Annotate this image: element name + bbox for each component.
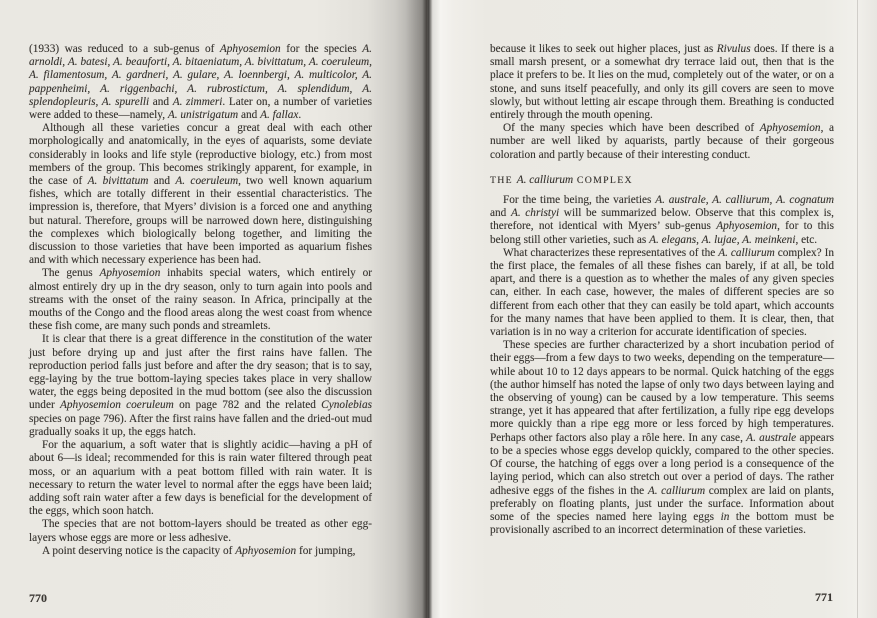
page-right xyxy=(427,0,877,618)
page-left xyxy=(0,0,427,618)
page-left-text-column xyxy=(29,43,372,558)
page-right-text-column xyxy=(490,43,834,537)
body-paragraph: These species are further characterized by a short incubation period of their eggs—from a few days to two weeks, depending on the temperature—while about 10 to 12 days appears to be normal. Quick hatching of the eggs (the author himself has noted the lapse of only two days between laying and the observing of young) can be caused by a low temperature. This seems strange, yet it has appeared that after fertilization, a fully ripe egg develops more quickly than a ripe egg more or less forced by high temperatures. Perhaps other factors also play a rôle here. In any case, A. australe appears to be a species whose eggs develop quickly, compared to the other species. Of course, the hatching of eggs over a long period is a consequence of the laying period, which can also stretch out over a period of days. The rather adhesive eggs of the fishes in the A. calliurum complex are laid on plants, preferably on floating plants, just under the surface. Information about some of the species named here laying eggs in the bottom must be provisionally ascribed to an incorrect determination of these varieties. xyxy=(490,339,835,537)
body-paragraph: The species that are not bottom-layers should be treated as other egg-layers whose eggs are more or less adhesive. xyxy=(29,518,372,544)
body-paragraph: (1933) was reduced to a sub-genus of Aphyosemion for the species A. arnoldi, A. batesi, A. beauforti, A. bitaeniatum, A. bivittatum, A. coeruleum, A. filamentosum, A. gardneri, A. gulare, A. loennbergi, A. multicolor, A. pappenheimi, A. riggenbachi, A. rubrostictum, A. splendidum, A. splendopleuris, A. spurelli and A. zimmeri. Later on, a number of varieties were added to these—namely, A. unistrigatum and A. fallax. xyxy=(29,43,372,122)
body-paragraph: The genus Aphyosemion inhabits special waters, which entirely or almost entirely dry up in the dry season, only to turn again into pools and streams with the onset of the rainy season. In Africa, principally at the mouths of the Congo and the flood areas along the west coast from whence these fish come, are many such ponds and streamlets. xyxy=(29,267,372,333)
page-number-left: 770 xyxy=(29,591,47,605)
section-heading: THE A. calliurum COMPLEX xyxy=(490,173,633,186)
body-paragraph: Of the many species which have been described of Aphyosemion, a number are well liked by aquarists, partly because of their gorgeous coloration and partly because of their interesting conduct. xyxy=(490,122,835,161)
page-number-right: 771 xyxy=(815,590,833,604)
body-paragraph: because it likes to seek out higher places, just as Rivulus does. If there is a small marsh present, or a somewhat dry terrace laid out, then that is the place it prefers to be. It lies on the mud, completely out of the water, or on a stone, and suns itself peacefully, and only its gill covers are seen to move slowly, but without letting air escape through them. Breathing is conducted entirely through the mouth opening. xyxy=(490,43,834,122)
body-paragraph: Although all these varieties concur a great deal with each other morphologically and anatomically, in the eyes of aquarists, some deviate considerably in looks and life style (reproductive biology, etc.) from most members of the group. This becomes strikingly apparent, for example, in the case of A. bivittatum and A. coeruleum, two well known aquarium fishes, which are totally different in their essential characteristics. The impression is, therefore, that Myers’ division is a forced one and anything but natural. Therefore, groups will be narrowed down here, distinguishing the complexes which biologically belong together, and limiting the discussion to those varieties that have been imported as aquarium fishes and with which necessary experience has been had. xyxy=(29,122,372,267)
body-paragraph: It is clear that there is a great difference in the constitution of the water just before drying up and just after the first rains have fallen. The reproduction period falls just before and after the dry season; that is to say, egg-laying by the true bottom-laying species takes place in very shallow water, the eggs being deposited in the mud bottom (see also the discussion under Aphyosemion coeruleum on page 782 and the related Cynolebias species on page 796). After the first rains have fallen and the dried-out mud gradually soaks it up, the eggs hatch. xyxy=(29,333,372,438)
body-paragraph: For the time being, the varieties A. australe, A. calliurum, A. cognatum and A. christyi will be summarized below. Observe that this complex is, therefore, not identical with Myers’ sub-genus Aphyosemion, for to this belong still other varieties, such as A. elegans, A. lujae, A. meinkeni, etc. xyxy=(490,194,835,246)
body-paragraph: For the aquarium, a soft water that is slightly acidic—having a pH of about 6—is ideal; recommended for this is rain water filtered through peat moss, or an aquarium with a peat bottom filled with rain water. It is necessary to return the water level to normal after the eggs have been laid; adding soft rain water after a few days is beneficial for the development of the eggs, which soon hatch. xyxy=(29,439,372,518)
body-paragraph: What characterizes these representatives of the A. calliurum complex? In the first place, the females of all these fishes can barely, if at all, be told apart, and there is a question as to whether the males of any given species can, either. In each case, however, the males of different species are so different from each other that they can easily be told apart, which accounts for the many names that have been applied to them. It is clear, then, that variation is in no way a criterion for accurate identification of species. xyxy=(490,246,834,339)
body-paragraph: A point deserving notice is the capacity of Aphyosemion for jumping, xyxy=(42,544,356,557)
